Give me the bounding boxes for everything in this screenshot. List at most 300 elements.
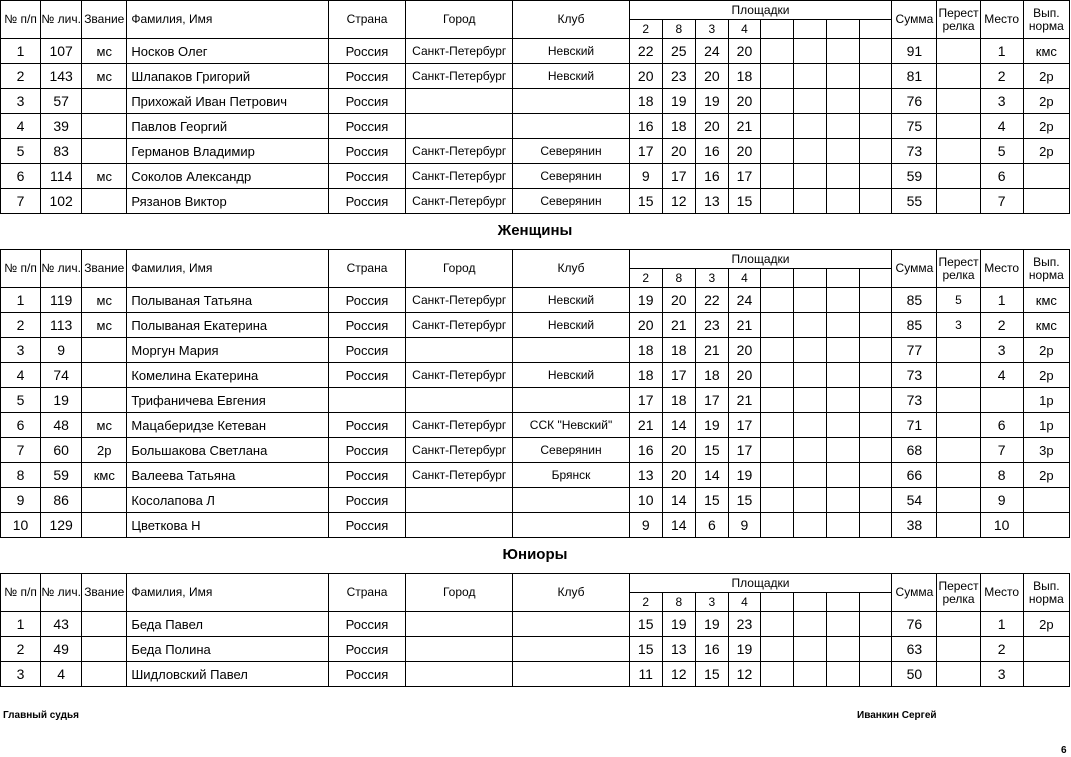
cell-shootoff: 3: [937, 313, 980, 338]
cell-score: 19: [728, 637, 760, 662]
header-norm: Вып. норма: [1023, 1, 1069, 39]
cell-score: 20: [662, 438, 695, 463]
cell-rank: 2р: [82, 438, 127, 463]
cell-shootoff: [937, 513, 980, 538]
cell-np: 6: [1, 413, 41, 438]
cell-shootoff: [937, 139, 980, 164]
cell-score: 16: [629, 438, 662, 463]
cell-score-empty: [794, 338, 827, 363]
cell-country: Россия: [328, 139, 405, 164]
cell-score: 21: [728, 114, 760, 139]
cell-score-empty: [827, 89, 860, 114]
header-name: Фамилия, Имя: [127, 1, 329, 39]
cell-license: 86: [41, 488, 82, 513]
cell-license: 60: [41, 438, 82, 463]
cell-score: 15: [629, 612, 662, 637]
cell-city: Санкт-Петербург: [406, 39, 513, 64]
cell-score-empty: [827, 363, 860, 388]
header-shootoff: Перест релка: [937, 250, 980, 288]
cell-name: Павлов Георгий: [127, 114, 329, 139]
cell-score: 17: [728, 413, 760, 438]
cell-country: [328, 388, 405, 413]
cell-name: Шидловский Павел: [127, 662, 329, 687]
cell-shootoff: [937, 662, 980, 687]
cell-np: 1: [1, 39, 41, 64]
table-row: [1, 64, 1070, 89]
cell-np: 2: [1, 64, 41, 89]
cell-norm: 3р: [1023, 438, 1069, 463]
cell-rank: мс: [82, 64, 127, 89]
header-sum: Сумма: [892, 1, 937, 39]
cell-score-empty: [827, 438, 860, 463]
cell-score-empty: [860, 114, 892, 139]
cell-score-empty: [860, 438, 892, 463]
header-station-number: 4: [728, 593, 760, 612]
cell-score: 20: [728, 139, 760, 164]
cell-club: Северянин: [513, 164, 629, 189]
cell-license: 57: [41, 89, 82, 114]
cell-norm: [1023, 164, 1069, 189]
cell-score-empty: [860, 388, 892, 413]
cell-sum: 59: [892, 164, 937, 189]
header-place: Место: [980, 574, 1023, 612]
cell-club: [513, 488, 629, 513]
cell-norm: кмс: [1023, 39, 1069, 64]
results-table: [0, 573, 1070, 687]
cell-np: 7: [1, 189, 41, 214]
cell-club: [513, 338, 629, 363]
cell-score: 18: [662, 388, 695, 413]
header-stations: Площадки: [629, 574, 892, 593]
cell-score-empty: [827, 513, 860, 538]
cell-name: Шлапаков Григорий: [127, 64, 329, 89]
cell-sum: 54: [892, 488, 937, 513]
cell-place: 1: [980, 288, 1023, 313]
cell-score-empty: [827, 463, 860, 488]
header-country: Страна: [328, 250, 405, 288]
cell-city: Санкт-Петербург: [406, 463, 513, 488]
cell-rank: мс: [82, 39, 127, 64]
cell-np: 10: [1, 513, 41, 538]
header-station-number: 2: [629, 593, 662, 612]
cell-score-empty: [794, 413, 827, 438]
cell-score-empty: [860, 89, 892, 114]
header-station-number: 2: [629, 20, 662, 39]
cell-score: 20: [728, 338, 760, 363]
cell-license: 19: [41, 388, 82, 413]
cell-sum: 68: [892, 438, 937, 463]
cell-sum: 85: [892, 313, 937, 338]
cell-norm: 2р: [1023, 64, 1069, 89]
cell-norm: 2р: [1023, 363, 1069, 388]
table-row: [1, 313, 1070, 338]
cell-score-empty: [827, 338, 860, 363]
cell-place: 2: [980, 637, 1023, 662]
cell-city: Санкт-Петербург: [406, 313, 513, 338]
header-place: Место: [980, 250, 1023, 288]
cell-city: Санкт-Петербург: [406, 288, 513, 313]
header-rank: Звание: [82, 1, 127, 39]
cell-sum: 73: [892, 363, 937, 388]
header-country: Страна: [328, 1, 405, 39]
cell-shootoff: [937, 64, 980, 89]
cell-score-empty: [860, 612, 892, 637]
cell-license: 4: [41, 662, 82, 687]
cell-place: 4: [980, 114, 1023, 139]
cell-score-empty: [827, 313, 860, 338]
cell-score: 16: [695, 637, 728, 662]
cell-norm: 2р: [1023, 139, 1069, 164]
cell-license: 143: [41, 64, 82, 89]
cell-np: 3: [1, 89, 41, 114]
cell-rank: [82, 338, 127, 363]
cell-np: 5: [1, 139, 41, 164]
cell-score: 15: [629, 637, 662, 662]
cell-shootoff: [937, 39, 980, 64]
cell-score: 18: [629, 363, 662, 388]
header-station-number: 3: [695, 593, 728, 612]
header-name: Фамилия, Имя: [127, 574, 329, 612]
cell-score-empty: [794, 438, 827, 463]
cell-score: 18: [662, 114, 695, 139]
header-np: № п/п: [1, 574, 41, 612]
header-rank: Звание: [82, 574, 127, 612]
cell-rank: [82, 363, 127, 388]
cell-shootoff: [937, 338, 980, 363]
table-row: [1, 363, 1070, 388]
cell-score: 16: [629, 114, 662, 139]
cell-score-empty: [860, 39, 892, 64]
cell-score: 24: [695, 39, 728, 64]
cell-club: Невский: [513, 313, 629, 338]
cell-place: 3: [980, 89, 1023, 114]
header-station-number: 4: [728, 20, 760, 39]
cell-score-empty: [760, 189, 793, 214]
table-row: [1, 413, 1070, 438]
cell-shootoff: [937, 637, 980, 662]
cell-sum: 71: [892, 413, 937, 438]
header-station-empty: [760, 269, 793, 288]
cell-score: 14: [662, 488, 695, 513]
header-station-number: 3: [695, 20, 728, 39]
cell-shootoff: [937, 164, 980, 189]
cell-sum: 75: [892, 114, 937, 139]
cell-score-empty: [827, 64, 860, 89]
table-row: [1, 612, 1070, 637]
table-row: [1, 388, 1070, 413]
table-row: [1, 288, 1070, 313]
cell-sum: 77: [892, 338, 937, 363]
cell-norm: 2р: [1023, 89, 1069, 114]
cell-np: 1: [1, 288, 41, 313]
cell-club: Невский: [513, 363, 629, 388]
cell-rank: [82, 114, 127, 139]
cell-club: [513, 114, 629, 139]
cell-score: 15: [695, 488, 728, 513]
cell-score-empty: [860, 164, 892, 189]
cell-score: 20: [728, 363, 760, 388]
cell-place: 4: [980, 363, 1023, 388]
cell-score-empty: [860, 513, 892, 538]
cell-score: 23: [728, 612, 760, 637]
cell-city: Санкт-Петербург: [406, 413, 513, 438]
cell-np: 5: [1, 388, 41, 413]
cell-place: 9: [980, 488, 1023, 513]
cell-license: 107: [41, 39, 82, 64]
header-station-empty: [827, 593, 860, 612]
header-stations: Площадки: [629, 1, 892, 20]
cell-score: 9: [629, 164, 662, 189]
cell-rank: кмс: [82, 463, 127, 488]
cell-score-empty: [794, 288, 827, 313]
header-station-number: 4: [728, 269, 760, 288]
header-place: Место: [980, 1, 1023, 39]
cell-place: 3: [980, 662, 1023, 687]
cell-score: 20: [662, 463, 695, 488]
cell-score: 20: [728, 89, 760, 114]
cell-score-empty: [760, 89, 793, 114]
cell-score-empty: [794, 39, 827, 64]
header-station-empty: [794, 20, 827, 39]
cell-place: 1: [980, 39, 1023, 64]
cell-score-empty: [760, 114, 793, 139]
cell-license: 102: [41, 189, 82, 214]
cell-place: 7: [980, 438, 1023, 463]
cell-rank: [82, 488, 127, 513]
cell-city: [406, 114, 513, 139]
cell-country: Россия: [328, 288, 405, 313]
cell-country: Россия: [328, 612, 405, 637]
cell-name: Косолапова Л: [127, 488, 329, 513]
cell-score-empty: [860, 662, 892, 687]
cell-score-empty: [794, 612, 827, 637]
cell-np: 7: [1, 438, 41, 463]
cell-shootoff: [937, 363, 980, 388]
cell-shootoff: 5: [937, 288, 980, 313]
cell-place: 3: [980, 338, 1023, 363]
header-station-empty: [860, 20, 892, 39]
cell-norm: 2р: [1023, 338, 1069, 363]
cell-np: 6: [1, 164, 41, 189]
cell-norm: кмс: [1023, 288, 1069, 313]
cell-score: 15: [695, 438, 728, 463]
cell-rank: мс: [82, 288, 127, 313]
cell-score-empty: [860, 313, 892, 338]
cell-score: 17: [629, 388, 662, 413]
cell-sum: 66: [892, 463, 937, 488]
cell-place: 6: [980, 413, 1023, 438]
cell-sum: 55: [892, 189, 937, 214]
cell-score: 17: [728, 438, 760, 463]
cell-city: Санкт-Петербург: [406, 139, 513, 164]
cell-score-empty: [860, 338, 892, 363]
cell-sum: 76: [892, 612, 937, 637]
cell-np: 4: [1, 363, 41, 388]
cell-license: 49: [41, 637, 82, 662]
header-station-empty: [827, 20, 860, 39]
cell-license: 74: [41, 363, 82, 388]
cell-country: Россия: [328, 463, 405, 488]
header-station-empty: [760, 593, 793, 612]
cell-score-empty: [860, 488, 892, 513]
cell-score: 15: [728, 189, 760, 214]
cell-score: 13: [695, 189, 728, 214]
cell-score-empty: [760, 488, 793, 513]
cell-score-empty: [760, 139, 793, 164]
cell-score: 20: [728, 39, 760, 64]
cell-score-empty: [794, 513, 827, 538]
header-shootoff: Перест релка: [937, 574, 980, 612]
cell-country: Россия: [328, 89, 405, 114]
cell-score: 20: [695, 114, 728, 139]
cell-score: 23: [695, 313, 728, 338]
table-row: [1, 513, 1070, 538]
cell-np: 9: [1, 488, 41, 513]
cell-score: 15: [728, 488, 760, 513]
cell-name: Беда Павел: [127, 612, 329, 637]
cell-shootoff: [937, 612, 980, 637]
cell-score: 23: [662, 64, 695, 89]
cell-score-empty: [860, 64, 892, 89]
cell-country: Россия: [328, 164, 405, 189]
cell-club: [513, 662, 629, 687]
cell-score-empty: [827, 39, 860, 64]
cell-city: Санкт-Петербург: [406, 438, 513, 463]
cell-place: 8: [980, 463, 1023, 488]
table-row: [1, 488, 1070, 513]
cell-score: 19: [728, 463, 760, 488]
cell-score: 21: [662, 313, 695, 338]
header-club: Клуб: [513, 250, 629, 288]
cell-shootoff: [937, 413, 980, 438]
cell-score-empty: [760, 463, 793, 488]
header-city: Город: [406, 250, 513, 288]
cell-score: 21: [728, 388, 760, 413]
cell-norm: 1р: [1023, 413, 1069, 438]
cell-score: 17: [728, 164, 760, 189]
header-row: [1, 250, 1070, 269]
cell-score-empty: [827, 164, 860, 189]
cell-country: Россия: [328, 114, 405, 139]
cell-score: 22: [629, 39, 662, 64]
cell-place: 6: [980, 164, 1023, 189]
cell-score-empty: [827, 637, 860, 662]
header-row: [1, 1, 1070, 20]
cell-np: 2: [1, 637, 41, 662]
cell-place: 1: [980, 612, 1023, 637]
cell-sum: 38: [892, 513, 937, 538]
page-number: 6: [1061, 745, 1067, 756]
cell-score: 12: [662, 189, 695, 214]
cell-score-empty: [760, 413, 793, 438]
cell-country: Россия: [328, 488, 405, 513]
cell-shootoff: [937, 89, 980, 114]
cell-score: 14: [662, 413, 695, 438]
cell-norm: [1023, 488, 1069, 513]
cell-score: 20: [662, 288, 695, 313]
cell-score-empty: [760, 164, 793, 189]
cell-sum: 63: [892, 637, 937, 662]
cell-country: Россия: [328, 338, 405, 363]
cell-city: Санкт-Петербург: [406, 164, 513, 189]
cell-score-empty: [760, 39, 793, 64]
header-station-number: 2: [629, 269, 662, 288]
cell-country: Россия: [328, 189, 405, 214]
cell-country: Россия: [328, 363, 405, 388]
cell-name: Валеева Татьяна: [127, 463, 329, 488]
cell-club: [513, 637, 629, 662]
cell-score-empty: [760, 612, 793, 637]
cell-club: ССК "Невский": [513, 413, 629, 438]
header-station-number: 3: [695, 269, 728, 288]
cell-score: 13: [629, 463, 662, 488]
header-sum: Сумма: [892, 250, 937, 288]
header-rank: Звание: [82, 250, 127, 288]
cell-score: 20: [629, 313, 662, 338]
cell-score-empty: [827, 413, 860, 438]
cell-score: 19: [695, 413, 728, 438]
table-row: [1, 662, 1070, 687]
cell-city: Санкт-Петербург: [406, 363, 513, 388]
cell-score-empty: [827, 662, 860, 687]
cell-city: [406, 513, 513, 538]
cell-score: 17: [695, 388, 728, 413]
cell-score: 20: [662, 139, 695, 164]
cell-score-empty: [860, 463, 892, 488]
cell-club: Северянин: [513, 139, 629, 164]
cell-np: 3: [1, 662, 41, 687]
cell-sum: 73: [892, 388, 937, 413]
cell-country: Россия: [328, 313, 405, 338]
cell-score-empty: [827, 488, 860, 513]
cell-name: Мацаберидзе Кетеван: [127, 413, 329, 438]
cell-np: 2: [1, 313, 41, 338]
cell-license: 48: [41, 413, 82, 438]
cell-score-empty: [794, 313, 827, 338]
cell-city: [406, 388, 513, 413]
cell-score: 18: [629, 338, 662, 363]
cell-np: 1: [1, 612, 41, 637]
results-table: [0, 0, 1070, 214]
cell-score-empty: [760, 388, 793, 413]
cell-city: [406, 662, 513, 687]
cell-norm: 2р: [1023, 463, 1069, 488]
header-license: № лич.: [41, 1, 82, 39]
cell-score-empty: [794, 363, 827, 388]
cell-score-empty: [827, 139, 860, 164]
cell-city: Санкт-Петербург: [406, 64, 513, 89]
cell-norm: [1023, 513, 1069, 538]
cell-rank: [82, 662, 127, 687]
cell-np: 8: [1, 463, 41, 488]
cell-score: 16: [695, 164, 728, 189]
cell-score-empty: [760, 513, 793, 538]
cell-license: 43: [41, 612, 82, 637]
cell-score: 19: [662, 612, 695, 637]
cell-score: 12: [728, 662, 760, 687]
cell-norm: [1023, 662, 1069, 687]
cell-license: 83: [41, 139, 82, 164]
cell-country: Россия: [328, 64, 405, 89]
cell-place: 2: [980, 313, 1023, 338]
cell-country: Россия: [328, 637, 405, 662]
cell-license: 39: [41, 114, 82, 139]
cell-name: Цветкова Н: [127, 513, 329, 538]
cell-score-empty: [760, 338, 793, 363]
cell-place: 7: [980, 189, 1023, 214]
header-license: № лич.: [41, 250, 82, 288]
cell-score-empty: [794, 637, 827, 662]
